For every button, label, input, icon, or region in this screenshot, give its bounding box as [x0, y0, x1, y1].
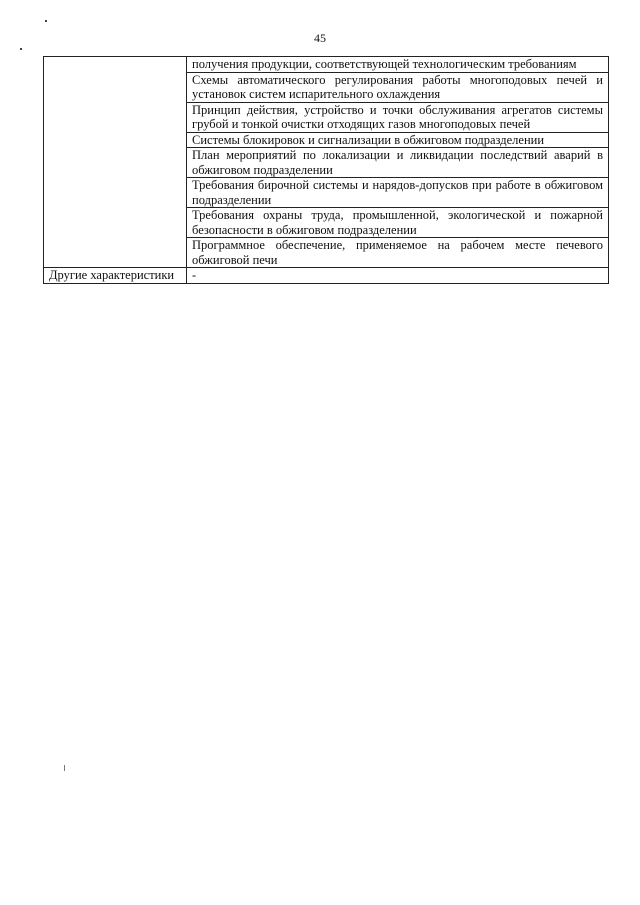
table-cell: получения продукции, соответствующей технологическим требованиям	[187, 57, 609, 73]
table-row	[44, 268, 609, 284]
table-row	[44, 57, 609, 73]
scan-speck	[45, 20, 47, 22]
table-cell: Требования охраны труда, промышленной, экологической и пожарной безопасности в обжиговом подразделении	[187, 208, 609, 238]
scan-speck	[20, 48, 22, 50]
requirements-table	[43, 56, 609, 284]
other-characteristics-label: Другие характеристики	[44, 268, 187, 284]
other-characteristics-value: -	[187, 268, 609, 284]
table-cell: Программное обеспечение, применяемое на рабочем месте печевого обжиговой печи	[187, 238, 609, 268]
table-cell: План мероприятий по локализации и ликвидации последствий аварий в обжиговом подразделении	[187, 148, 609, 178]
table-cell: Схемы автоматического регулирования работы многоподовых печей и установок систем испарительного охлаждения	[187, 72, 609, 102]
page-number: 45	[314, 31, 326, 45]
left-column-cell	[44, 57, 187, 268]
table-cell: Системы блокировок и сигнализации в обжиговом подразделении	[187, 132, 609, 148]
scan-speck	[64, 765, 65, 771]
table-cell: Принцип действия, устройство и точки обслуживания агрегатов системы грубой и тонкой очистки отходящих газов многоподовых печей	[187, 102, 609, 132]
table-cell: Требования бирочной системы и нарядов-допусков при работе в обжиговом подразделении	[187, 178, 609, 208]
